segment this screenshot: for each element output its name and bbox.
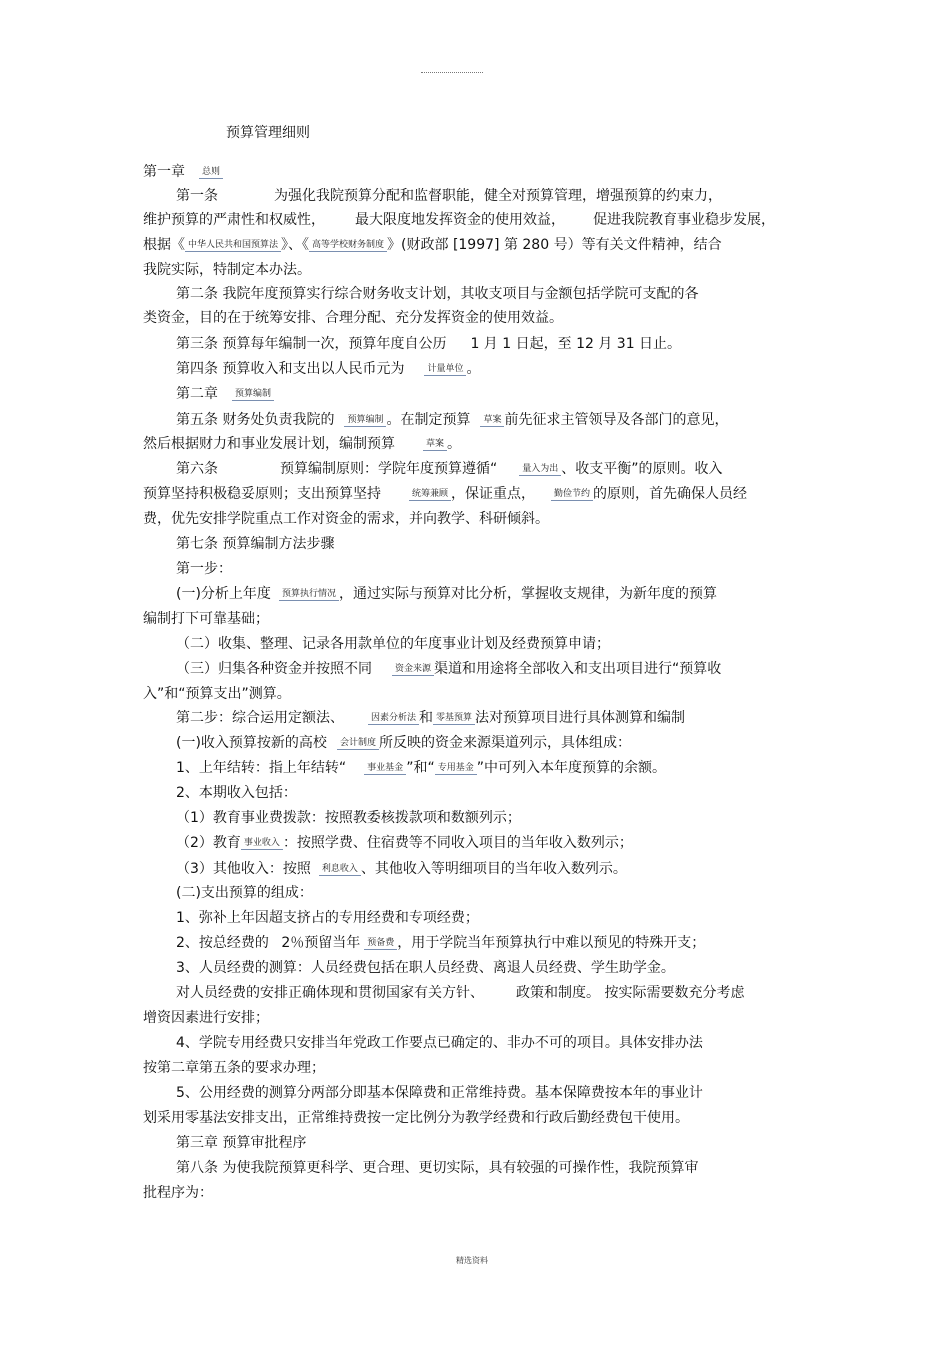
text-line xyxy=(143,260,311,280)
text-segment: 》(财政部 [1997] 第 280 号）等有关文件精神，结合 xyxy=(387,237,722,253)
text-segment: 维护预算的严肃性和权威性， xyxy=(143,212,325,228)
text-segment: 按第二章第五条的要求办理； xyxy=(143,1060,325,1076)
text-segment: 。 xyxy=(466,361,481,377)
text-line xyxy=(143,162,223,182)
text-line xyxy=(176,733,631,753)
text-line xyxy=(176,384,274,404)
text-line xyxy=(143,484,747,504)
text-line xyxy=(143,235,722,255)
text-segment: 批程序为： xyxy=(143,1185,213,1201)
inline-annotation: 会计制度 xyxy=(337,737,379,750)
text-segment: 对人员经费的安排正确体现和贯彻国家有关方针、 xyxy=(176,985,484,1001)
text-line xyxy=(176,659,721,679)
text-segment: ”和“ xyxy=(406,760,435,776)
text-line xyxy=(176,284,698,304)
text-line xyxy=(176,334,681,354)
text-segment: 第六条 xyxy=(176,461,218,477)
text-line xyxy=(176,634,610,654)
text-segment: （2）教育 xyxy=(176,835,241,851)
text-segment: (二)支出预算的组成： xyxy=(176,885,313,901)
text-line xyxy=(176,758,666,778)
text-segment: 然后根据财力和事业发展计划，编制预算 xyxy=(143,436,395,452)
inline-annotation: 预备费 xyxy=(364,937,397,950)
inline-annotation: 专用基金 xyxy=(435,762,477,775)
text-line xyxy=(176,833,633,853)
text-line xyxy=(143,210,775,230)
inline-annotation: 统筹兼顾 xyxy=(409,488,451,501)
inline-annotation: 量入为出 xyxy=(519,463,561,476)
text-segment: ，保证重点， xyxy=(451,486,536,502)
text-line xyxy=(176,584,717,604)
inline-annotation: 零基预算 xyxy=(433,712,475,725)
text-segment: 政策和制度。 按实际需要数充分考虑 xyxy=(516,985,745,1001)
text-line xyxy=(143,684,291,704)
header-rule xyxy=(421,72,483,73)
text-line xyxy=(176,534,334,554)
text-line xyxy=(143,1108,689,1128)
text-line xyxy=(143,308,563,328)
text-segment: (一)分析上年度 xyxy=(176,586,271,602)
text-segment: 第七条 预算编制方法步骤 xyxy=(176,536,335,552)
text-segment: 第二步：综合运用定额法、 xyxy=(176,710,344,726)
text-line xyxy=(143,1183,213,1203)
text-segment: 为强化我院预算分配和监督职能，健全对预算管理，增强预算的约束力， xyxy=(274,188,722,204)
text-segment: 划采用零基法安排支出，正常维持费按一定比例分为教学经费和行政后勤经费包干使用。 xyxy=(143,1110,689,1126)
text-segment: 渠道和用途将全部收入和支出项目进行“预算收 xyxy=(434,661,722,677)
text-segment: 3、人员经费的测算：人员经费包括在职人员经费、离退人员经费、学生助学金。 xyxy=(176,960,675,976)
text-line xyxy=(143,509,549,529)
text-segment: 2％预留当年 xyxy=(281,935,361,951)
text-line xyxy=(176,1133,306,1153)
text-line xyxy=(176,186,722,206)
text-segment: ，通过实际与预算对比分析，掌握收支规律，为新年度的预算 xyxy=(338,586,717,602)
text-segment: 编制打下可靠基础； xyxy=(143,611,269,627)
text-segment: (一)收入预算按新的高校 xyxy=(176,735,327,751)
text-segment: 、其他收入等明细项目的当年收入数列示。 xyxy=(360,861,627,877)
text-line xyxy=(176,1083,703,1103)
text-segment: 第三章 预算审批程序 xyxy=(176,1135,307,1151)
text-line xyxy=(176,359,480,379)
text-segment: 所反映的资金来源渠道列示，具体组成： xyxy=(378,735,631,751)
inline-annotation: 预算执行情况 xyxy=(279,588,339,601)
text-line xyxy=(176,708,685,728)
text-segment: 1 月 1 日起，至 12 月 31 日止。 xyxy=(470,336,682,352)
text-segment: 促进我院教育事业稳步发展， xyxy=(593,212,775,228)
inline-annotation: 事业基金 xyxy=(364,762,406,775)
page-footer: 精选资料 xyxy=(456,1256,488,1265)
text-segment: 增资因素进行安排； xyxy=(143,1010,269,1026)
text-segment: 第八条 为使我院预算更科学、更合理、更切实际，具有较强的可操作性，我院预算审 xyxy=(176,1160,699,1176)
inline-annotation: 利息收入 xyxy=(319,863,361,876)
text-line xyxy=(176,410,728,430)
text-segment: 入”和“预算支出”测算。 xyxy=(143,686,291,702)
text-line xyxy=(176,983,744,1003)
text-segment: 和 xyxy=(419,710,434,726)
inline-annotation: 计量单位 xyxy=(424,363,466,376)
text-segment: 我院实际，特制定本办法。 xyxy=(143,262,311,278)
text-segment: 第一条 xyxy=(176,188,218,204)
inline-annotation: 勤俭节约 xyxy=(551,488,593,501)
text-segment: ：按照学费、住宿费等不同收入项目的当年收入数列示； xyxy=(282,835,633,851)
inline-annotation: 总则 xyxy=(199,166,223,179)
text-segment: 第一步： xyxy=(176,561,232,577)
inline-annotation: 预算编制 xyxy=(344,414,386,427)
document-title: 预算管理细则 xyxy=(226,125,310,141)
text-segment: 第一章 xyxy=(143,164,185,180)
inline-annotation: 因素分析法 xyxy=(368,712,419,725)
text-segment: 的原则，首先确保人员经 xyxy=(593,486,748,502)
text-segment: 前先征求主管领导及各部门的意见， xyxy=(504,412,729,428)
text-segment: （1）教育事业费拨款：按照教委核拨款项和数额列示； xyxy=(176,810,521,826)
text-line xyxy=(143,434,461,454)
text-line xyxy=(143,609,269,629)
text-line xyxy=(176,1033,703,1053)
inline-annotation: 资金来源 xyxy=(392,663,434,676)
inline-annotation: 事业收入 xyxy=(241,837,283,850)
text-segment: 法对预算项目进行具体测算和编制 xyxy=(475,710,686,726)
text-segment: （3）其他收入：按照 xyxy=(176,861,311,877)
text-segment: 4、学院专用经费只安排当年党政工作要点已确定的、非办不可的项目。具体安排办法 xyxy=(176,1035,703,1051)
text-segment: 预算编制原则：学院年度预算遵循“ xyxy=(280,461,498,477)
inline-annotation: 草案 xyxy=(423,438,447,451)
text-segment: 、收支平衡”的原则。收入 xyxy=(561,461,723,477)
inline-annotation: 中华人民共和国预算法 xyxy=(185,239,281,252)
text-segment: 费，优先安排学院重点工作对资金的需求，并向教学、科研倾斜。 xyxy=(143,511,549,527)
text-line xyxy=(143,1058,325,1078)
text-segment: 预算坚持积极稳妥原则；支出预算坚持 xyxy=(143,486,381,502)
text-line xyxy=(143,1008,269,1028)
text-segment: 第四条 预算收入和支出以人民币元为 xyxy=(176,361,405,377)
text-segment: ，用于学院当年预算执行中难以预见的特殊开支； xyxy=(397,935,706,951)
text-line xyxy=(176,958,675,978)
text-segment: 类资金，目的在于统筹安排、合理分配、充分发挥资金的使用效益。 xyxy=(143,310,563,326)
text-segment: 。 xyxy=(447,436,462,452)
text-line xyxy=(176,908,479,928)
text-segment: 第二章 xyxy=(176,386,218,402)
inline-annotation: 预算编制 xyxy=(232,388,274,401)
text-line xyxy=(176,1158,698,1178)
text-line xyxy=(176,933,705,953)
text-line xyxy=(176,459,723,479)
text-line xyxy=(176,883,313,903)
text-segment: 根据《 xyxy=(143,237,185,253)
text-line xyxy=(176,559,232,579)
text-line xyxy=(176,783,297,803)
text-segment: 2、本期收入包括： xyxy=(176,785,297,801)
text-segment: 最大限度地发挥资金的使用效益， xyxy=(355,212,565,228)
text-segment: 1、弥补上年因超支挤占的专用经费和专项经费； xyxy=(176,910,479,926)
text-segment: 2、按总经费的 xyxy=(176,935,274,951)
inline-annotation: 草案 xyxy=(480,414,504,427)
text-segment: （三）归集各种资金并按照不同 xyxy=(176,661,372,677)
text-segment: 。在制定预算 xyxy=(386,412,471,428)
text-line xyxy=(176,808,521,828)
text-segment: ”中可列入本年度预算的余额。 xyxy=(476,760,666,776)
text-segment: 第三条 预算每年编制一次，预算年度自公历 xyxy=(176,336,447,352)
text-segment: 第二条 我院年度预算实行综合财务收支计划，其收支项目与金额包括学院可支配的各 xyxy=(176,286,699,302)
text-line xyxy=(176,859,627,879)
text-segment: 》、《 xyxy=(281,237,310,253)
text-segment: 5、公用经费的测算分两部分即基本保障费和正常维持费。基本保障费按本年的事业计 xyxy=(176,1085,703,1101)
inline-annotation: 高等学校财务制度 xyxy=(309,239,387,252)
text-segment: 第五条 财务处负责我院的 xyxy=(176,412,335,428)
text-segment: （二）收集、整理、记录各用款单位的年度事业计划及经费预算申请； xyxy=(176,636,610,652)
text-segment: 1、上年结转：指上年结转“ xyxy=(176,760,347,776)
